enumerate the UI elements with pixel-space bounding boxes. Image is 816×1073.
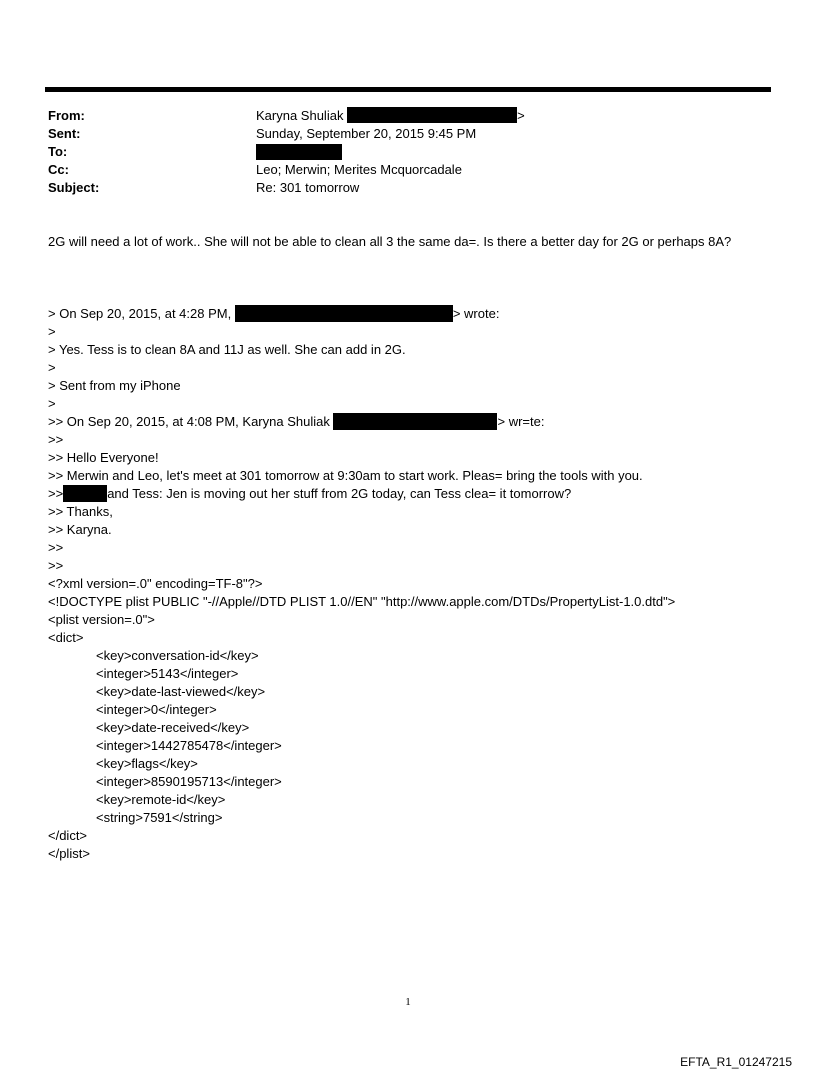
from-value <box>256 107 525 125</box>
quoted-text: >> <box>48 486 64 501</box>
quoted-line: >> <box>48 432 64 447</box>
to-label: To: <box>48 144 68 159</box>
plist-line: </plist> <box>48 846 90 861</box>
from-label: From: <box>48 108 85 123</box>
plist-line: <key>flags</key> <box>96 756 198 771</box>
from-name: Karyna Shuliak <box>256 108 344 123</box>
page-number: 1 <box>405 996 411 1008</box>
to-value <box>256 143 342 161</box>
quoted-line: >> Merwin and Leo, let's meet at 301 tomorrow at 9:30am to start work. Pleas= bring the tools with you. <box>48 468 643 483</box>
redaction-block <box>333 413 497 430</box>
quoted-line: > <box>48 324 56 339</box>
redaction-block <box>347 107 517 123</box>
plist-line: </dict> <box>48 828 88 843</box>
quoted-text: >> On Sep 20, 2015, at 4:08 PM, Karyna Shuliak <box>48 414 330 429</box>
quoted-line: >> <box>48 558 64 573</box>
plist-line: <key>conversation-id</key> <box>96 648 259 663</box>
plist-line: <integer>0</integer> <box>96 702 217 717</box>
quoted-line: >> Hello Everyone! <box>48 450 159 465</box>
sent-label: Sent: <box>48 126 81 141</box>
cc-label: Cc: <box>48 162 69 177</box>
plist-line: <integer>5143</integer> <box>96 666 239 681</box>
quoted-line: > <box>48 360 56 375</box>
bates-number: EFTA_R1_01247215 <box>680 1055 792 1069</box>
plist-line: <dict> <box>48 630 84 645</box>
quoted-text: and Tess: Jen is moving out her stuff from 2G today, can Tess clea= it tomorrow? <box>107 486 572 501</box>
quoted-line: > Yes. Tess is to clean 8A and 11J as well. She can add in 2G. <box>48 342 406 357</box>
redaction-block <box>256 144 342 160</box>
quoted-text: > wr=te: <box>497 414 545 429</box>
cc-value: Leo; Merwin; Merites Mcquorcadale <box>256 162 462 177</box>
quoted-line <box>48 305 499 323</box>
quoted-line <box>48 413 544 431</box>
plist-line: <key>remote-id</key> <box>96 792 226 807</box>
quoted-line: > <box>48 396 56 411</box>
sent-value: Sunday, September 20, 2015 9:45 PM <box>256 126 477 141</box>
quoted-line: >> <box>48 540 64 555</box>
message-body: 2G will need a lot of work.. She will not be able to clean all 3 the same da=. Is there a better day for 2G or perhaps 8A? <box>48 234 732 249</box>
quoted-line: > Sent from my iPhone <box>48 378 181 393</box>
quoted-text: > wrote: <box>452 306 500 321</box>
plist-line: <plist version=.0"> <box>48 612 155 627</box>
plist-line: <integer>1442785478</integer> <box>96 738 282 753</box>
quoted-line: >> Karyna. <box>48 522 112 537</box>
plist-line: <?xml version=.0" encoding=TF-8"?> <box>48 576 263 591</box>
plist-line: <key>date-received</key> <box>96 720 250 735</box>
from-close: > <box>517 108 525 123</box>
plist-line: <!DOCTYPE plist PUBLIC "-//Apple//DTD PLIST 1.0//EN" "http://www.apple.com/DTDs/PropertyList-1.0.dtd"> <box>48 594 676 609</box>
plist-line: <string>7591</string> <box>96 810 223 825</box>
plist-line: <integer>8590195713</integer> <box>96 774 282 789</box>
quoted-line <box>48 485 571 503</box>
redaction-block <box>235 305 453 322</box>
header-rule <box>45 87 771 92</box>
plist-line: <key>date-last-viewed</key> <box>96 684 266 699</box>
subject-label: Subject: <box>48 180 100 195</box>
redaction-block <box>63 485 107 502</box>
quoted-text: > On Sep 20, 2015, at 4:28 PM, <box>48 306 232 321</box>
quoted-line: >> Thanks, <box>48 504 113 519</box>
subject-value: Re: 301 tomorrow <box>256 180 360 195</box>
